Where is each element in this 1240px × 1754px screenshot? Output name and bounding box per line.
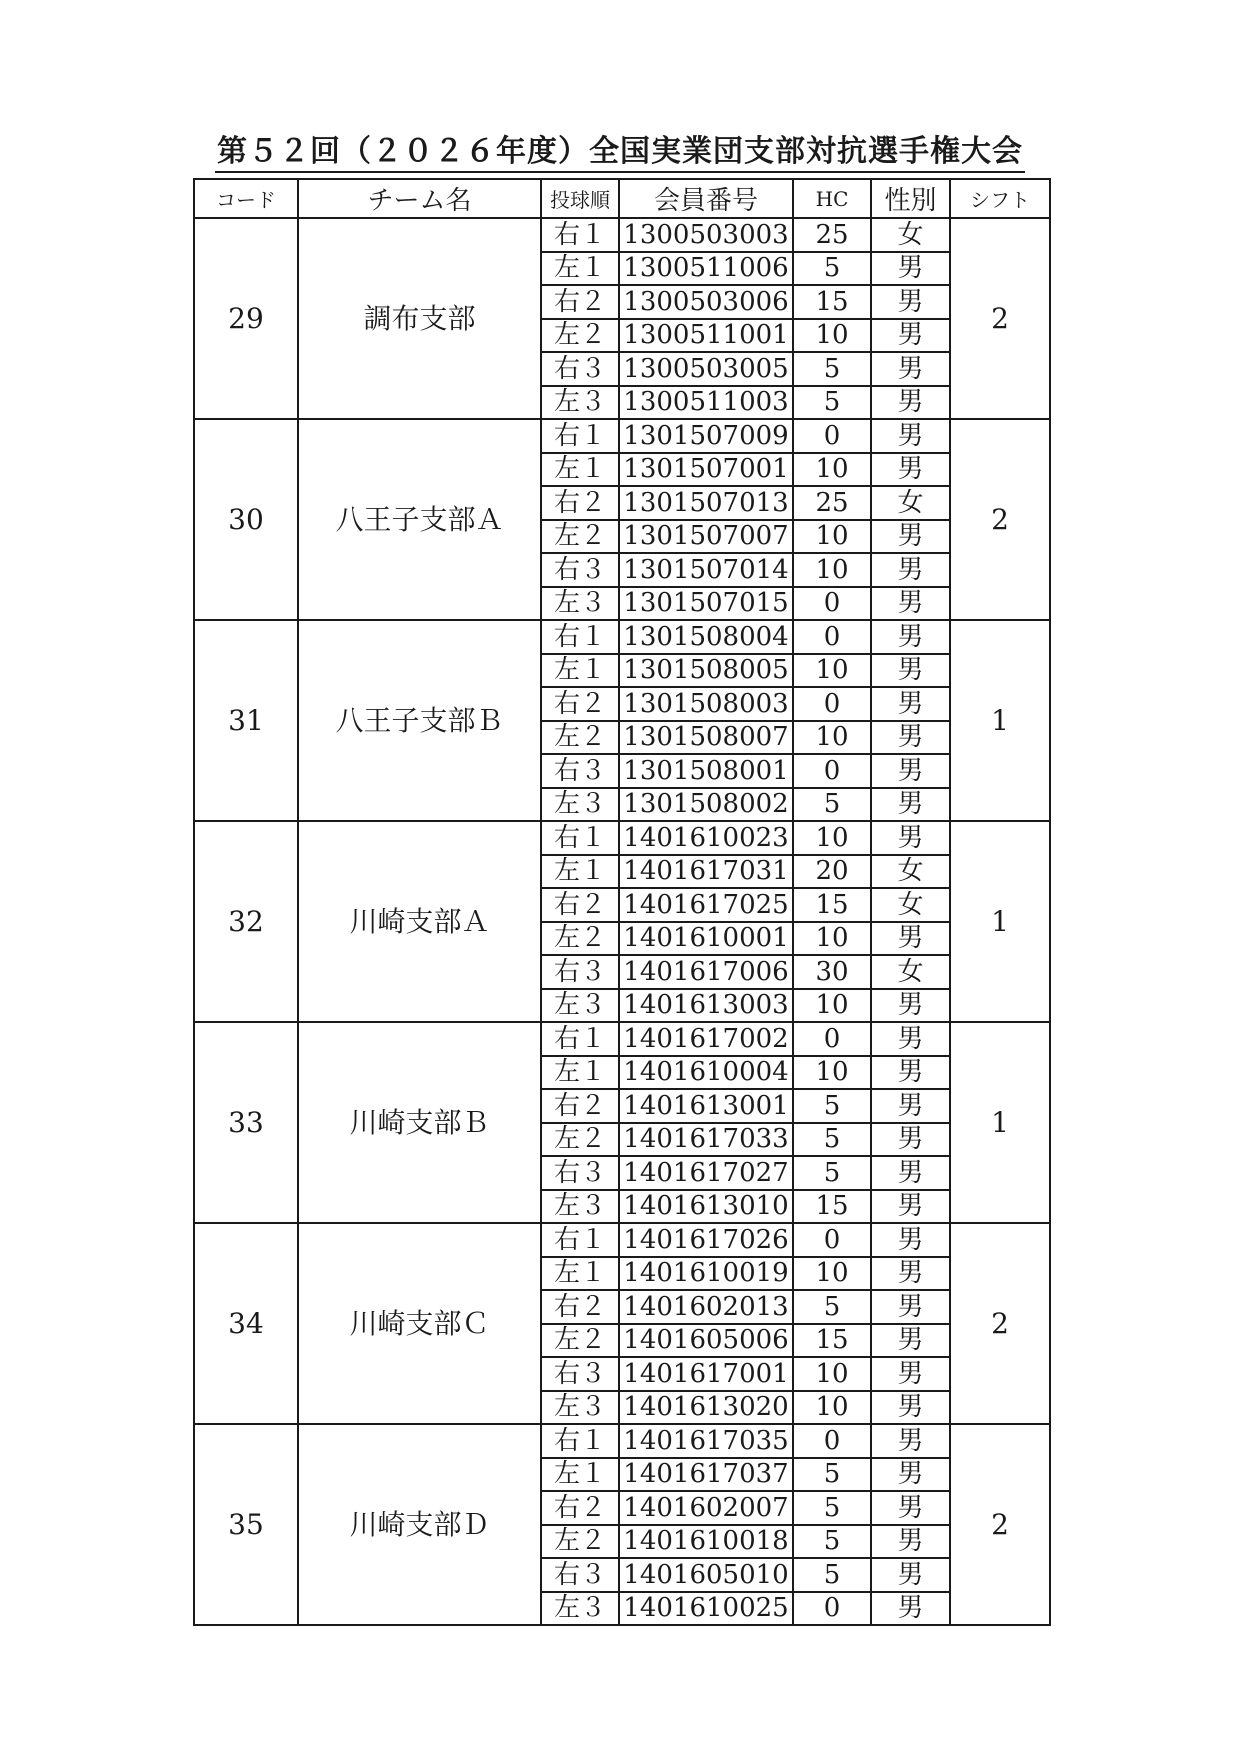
order-cell: 右１ xyxy=(541,1223,619,1257)
roster-body xyxy=(194,218,1050,1625)
hc-cell: 0 xyxy=(793,1424,871,1458)
team-name-cell: 川崎支部Ａ xyxy=(298,821,541,1022)
hc-cell: 10 xyxy=(793,922,871,956)
order-cell: 右３ xyxy=(541,955,619,989)
shift-cell: 1 xyxy=(950,821,1050,1022)
gender-cell: 男 xyxy=(871,285,950,319)
shift-cell: 1 xyxy=(950,620,1050,821)
hc-cell: 20 xyxy=(793,855,871,889)
gender-cell: 男 xyxy=(871,721,950,755)
member-number-cell: 1401610018 xyxy=(619,1525,793,1559)
team-code-cell: 33 xyxy=(194,1022,298,1223)
page-title xyxy=(0,126,1240,170)
member-number-cell: 1300511001 xyxy=(619,319,793,353)
hc-cell: 25 xyxy=(793,486,871,520)
gender-cell: 男 xyxy=(871,319,950,353)
order-cell: 左３ xyxy=(541,587,619,621)
hc-cell: 10 xyxy=(793,520,871,554)
member-number-cell: 1401617006 xyxy=(619,955,793,989)
shift-cell: 2 xyxy=(950,419,1050,620)
member-number-cell: 1301507013 xyxy=(619,486,793,520)
gender-cell: 男 xyxy=(871,1391,950,1425)
team-code-cell: 31 xyxy=(194,620,298,821)
table-row xyxy=(194,1022,1050,1056)
order-cell: 右３ xyxy=(541,1558,619,1592)
gender-cell: 男 xyxy=(871,922,950,956)
order-cell: 右２ xyxy=(541,1491,619,1525)
team-name-cell: 調布支部 xyxy=(298,218,541,419)
order-cell: 右１ xyxy=(541,419,619,453)
member-number-cell: 1401613001 xyxy=(619,1089,793,1123)
page-title-text: 第５２回（２０２６年度）全国実業団支部対抗選手権大会 xyxy=(215,134,1025,173)
team-code-cell: 30 xyxy=(194,419,298,620)
table-row xyxy=(194,821,1050,855)
member-number-cell: 1401617001 xyxy=(619,1357,793,1391)
gender-cell: 男 xyxy=(871,1592,950,1626)
gender-cell: 男 xyxy=(871,453,950,487)
team-name-cell: 八王子支部Ａ xyxy=(298,419,541,620)
gender-cell: 男 xyxy=(871,1525,950,1559)
order-cell: 右３ xyxy=(541,352,619,386)
hc-cell: 0 xyxy=(793,687,871,721)
shift-cell: 2 xyxy=(950,1223,1050,1424)
hc-cell: 10 xyxy=(793,821,871,855)
gender-cell: 男 xyxy=(871,553,950,587)
gender-cell: 男 xyxy=(871,386,950,420)
member-number-cell: 1300511006 xyxy=(619,252,793,286)
gender-cell: 男 xyxy=(871,1558,950,1592)
member-number-cell: 1401617033 xyxy=(619,1123,793,1157)
member-number-cell: 1401610004 xyxy=(619,1056,793,1090)
member-number-cell: 1300511003 xyxy=(619,386,793,420)
hc-cell: 10 xyxy=(793,319,871,353)
order-cell: 右２ xyxy=(541,888,619,922)
member-number-cell: 1401610019 xyxy=(619,1257,793,1291)
team-code-cell: 29 xyxy=(194,218,298,419)
order-cell: 左１ xyxy=(541,1458,619,1492)
header-code: コード xyxy=(194,179,298,218)
gender-cell: 男 xyxy=(871,1022,950,1056)
gender-cell: 男 xyxy=(871,1257,950,1291)
shift-cell: 2 xyxy=(950,218,1050,419)
header-order: 投球順 xyxy=(541,179,619,218)
hc-cell: 10 xyxy=(793,989,871,1023)
member-number-cell: 1300503003 xyxy=(619,218,793,252)
hc-cell: 15 xyxy=(793,888,871,922)
member-number-cell: 1401617035 xyxy=(619,1424,793,1458)
order-cell: 右１ xyxy=(541,620,619,654)
member-number-cell: 1401605006 xyxy=(619,1324,793,1358)
order-cell: 右３ xyxy=(541,1357,619,1391)
member-number-cell: 1301507001 xyxy=(619,453,793,487)
hc-cell: 5 xyxy=(793,386,871,420)
order-cell: 左２ xyxy=(541,319,619,353)
gender-cell: 女 xyxy=(871,888,950,922)
order-cell: 左２ xyxy=(541,1324,619,1358)
hc-cell: 10 xyxy=(793,1257,871,1291)
team-code-cell: 34 xyxy=(194,1223,298,1424)
gender-cell: 男 xyxy=(871,1223,950,1257)
gender-cell: 男 xyxy=(871,1458,950,1492)
team-name-cell: 川崎支部Ｃ xyxy=(298,1223,541,1424)
member-number-cell: 1401613020 xyxy=(619,1391,793,1425)
order-cell: 左３ xyxy=(541,1190,619,1224)
hc-cell: 5 xyxy=(793,1491,871,1525)
hc-cell: 0 xyxy=(793,620,871,654)
hc-cell: 5 xyxy=(793,1558,871,1592)
table-row xyxy=(194,218,1050,252)
gender-cell: 男 xyxy=(871,419,950,453)
order-cell: 右３ xyxy=(541,754,619,788)
gender-cell: 男 xyxy=(871,788,950,822)
order-cell: 左１ xyxy=(541,252,619,286)
order-cell: 左１ xyxy=(541,855,619,889)
gender-cell: 男 xyxy=(871,1357,950,1391)
gender-cell: 女 xyxy=(871,855,950,889)
hc-cell: 10 xyxy=(793,453,871,487)
hc-cell: 10 xyxy=(793,1056,871,1090)
order-cell: 左２ xyxy=(541,1123,619,1157)
member-number-cell: 1301508001 xyxy=(619,754,793,788)
team-name-cell: 川崎支部Ｂ xyxy=(298,1022,541,1223)
shift-cell: 1 xyxy=(950,1022,1050,1223)
gender-cell: 男 xyxy=(871,1089,950,1123)
member-number-cell: 1401617025 xyxy=(619,888,793,922)
member-number-cell: 1301507009 xyxy=(619,419,793,453)
member-number-cell: 1300503005 xyxy=(619,352,793,386)
hc-cell: 5 xyxy=(793,1290,871,1324)
member-number-cell: 1301508002 xyxy=(619,788,793,822)
member-number-cell: 1300503006 xyxy=(619,285,793,319)
hc-cell: 10 xyxy=(793,1391,871,1425)
table-row xyxy=(194,1424,1050,1458)
member-number-cell: 1401610001 xyxy=(619,922,793,956)
header-hc: HC xyxy=(793,179,871,218)
header-member: 会員番号 xyxy=(619,179,793,218)
member-number-cell: 1401617002 xyxy=(619,1022,793,1056)
member-number-cell: 1301508003 xyxy=(619,687,793,721)
gender-cell: 男 xyxy=(871,1123,950,1157)
order-cell: 右１ xyxy=(541,1424,619,1458)
shift-cell: 2 xyxy=(950,1424,1050,1625)
table-row xyxy=(194,1223,1050,1257)
hc-cell: 0 xyxy=(793,754,871,788)
order-cell: 左３ xyxy=(541,1391,619,1425)
gender-cell: 男 xyxy=(871,252,950,286)
member-number-cell: 1301507015 xyxy=(619,587,793,621)
order-cell: 右３ xyxy=(541,1156,619,1190)
gender-cell: 男 xyxy=(871,1056,950,1090)
member-number-cell: 1401617037 xyxy=(619,1458,793,1492)
order-cell: 左１ xyxy=(541,1056,619,1090)
order-cell: 右２ xyxy=(541,1290,619,1324)
hc-cell: 10 xyxy=(793,553,871,587)
hc-cell: 0 xyxy=(793,587,871,621)
hc-cell: 5 xyxy=(793,252,871,286)
order-cell: 左２ xyxy=(541,1525,619,1559)
gender-cell: 男 xyxy=(871,1190,950,1224)
order-cell: 左１ xyxy=(541,1257,619,1291)
hc-cell: 0 xyxy=(793,1022,871,1056)
gender-cell: 男 xyxy=(871,821,950,855)
hc-cell: 25 xyxy=(793,218,871,252)
hc-cell: 0 xyxy=(793,1592,871,1626)
hc-cell: 30 xyxy=(793,955,871,989)
member-number-cell: 1401613003 xyxy=(619,989,793,1023)
hc-cell: 5 xyxy=(793,1089,871,1123)
member-number-cell: 1301508005 xyxy=(619,654,793,688)
member-number-cell: 1401610023 xyxy=(619,821,793,855)
gender-cell: 男 xyxy=(871,1156,950,1190)
hc-cell: 5 xyxy=(793,1525,871,1559)
member-number-cell: 1301508004 xyxy=(619,620,793,654)
hc-cell: 15 xyxy=(793,1324,871,1358)
hc-cell: 10 xyxy=(793,654,871,688)
order-cell: 左３ xyxy=(541,386,619,420)
gender-cell: 男 xyxy=(871,352,950,386)
order-cell: 左３ xyxy=(541,989,619,1023)
header-shift: シフト xyxy=(950,179,1050,218)
gender-cell: 女 xyxy=(871,486,950,520)
member-number-cell: 1401613010 xyxy=(619,1190,793,1224)
hc-cell: 5 xyxy=(793,352,871,386)
order-cell: 右２ xyxy=(541,1089,619,1123)
gender-cell: 男 xyxy=(871,687,950,721)
header-row xyxy=(194,179,1050,218)
member-number-cell: 1401617031 xyxy=(619,855,793,889)
member-number-cell: 1401602007 xyxy=(619,1491,793,1525)
member-number-cell: 1301507014 xyxy=(619,553,793,587)
order-cell: 左２ xyxy=(541,520,619,554)
gender-cell: 男 xyxy=(871,1491,950,1525)
hc-cell: 10 xyxy=(793,721,871,755)
order-cell: 左２ xyxy=(541,721,619,755)
gender-cell: 男 xyxy=(871,1290,950,1324)
order-cell: 右２ xyxy=(541,486,619,520)
order-cell: 右２ xyxy=(541,285,619,319)
order-cell: 右１ xyxy=(541,218,619,252)
header-team: チーム名 xyxy=(298,179,541,218)
member-number-cell: 1301507007 xyxy=(619,520,793,554)
gender-cell: 男 xyxy=(871,620,950,654)
order-cell: 右２ xyxy=(541,687,619,721)
order-cell: 左２ xyxy=(541,922,619,956)
gender-cell: 男 xyxy=(871,1424,950,1458)
hc-cell: 10 xyxy=(793,1357,871,1391)
hc-cell: 0 xyxy=(793,1223,871,1257)
table-row xyxy=(194,620,1050,654)
gender-cell: 男 xyxy=(871,654,950,688)
order-cell: 右１ xyxy=(541,1022,619,1056)
gender-cell: 男 xyxy=(871,754,950,788)
team-name-cell: 八王子支部Ｂ xyxy=(298,620,541,821)
order-cell: 左１ xyxy=(541,654,619,688)
gender-cell: 男 xyxy=(871,1324,950,1358)
hc-cell: 5 xyxy=(793,1458,871,1492)
hc-cell: 5 xyxy=(793,788,871,822)
gender-cell: 女 xyxy=(871,955,950,989)
hc-cell: 0 xyxy=(793,419,871,453)
hc-cell: 5 xyxy=(793,1123,871,1157)
order-cell: 左１ xyxy=(541,453,619,487)
order-cell: 左３ xyxy=(541,1592,619,1626)
member-number-cell: 1401602013 xyxy=(619,1290,793,1324)
member-number-cell: 1301508007 xyxy=(619,721,793,755)
gender-cell: 男 xyxy=(871,520,950,554)
order-cell: 右３ xyxy=(541,553,619,587)
header-gender: 性別 xyxy=(871,179,950,218)
member-number-cell: 1401617026 xyxy=(619,1223,793,1257)
roster-table xyxy=(193,178,1051,1626)
team-code-cell: 35 xyxy=(194,1424,298,1625)
gender-cell: 男 xyxy=(871,587,950,621)
hc-cell: 15 xyxy=(793,285,871,319)
hc-cell: 15 xyxy=(793,1190,871,1224)
gender-cell: 男 xyxy=(871,989,950,1023)
team-code-cell: 32 xyxy=(194,821,298,1022)
order-cell: 左３ xyxy=(541,788,619,822)
member-number-cell: 1401617027 xyxy=(619,1156,793,1190)
hc-cell: 5 xyxy=(793,1156,871,1190)
order-cell: 右１ xyxy=(541,821,619,855)
member-number-cell: 1401610025 xyxy=(619,1592,793,1626)
team-name-cell: 川崎支部Ｄ xyxy=(298,1424,541,1625)
gender-cell: 女 xyxy=(871,218,950,252)
member-number-cell: 1401605010 xyxy=(619,1558,793,1592)
table-row xyxy=(194,419,1050,453)
